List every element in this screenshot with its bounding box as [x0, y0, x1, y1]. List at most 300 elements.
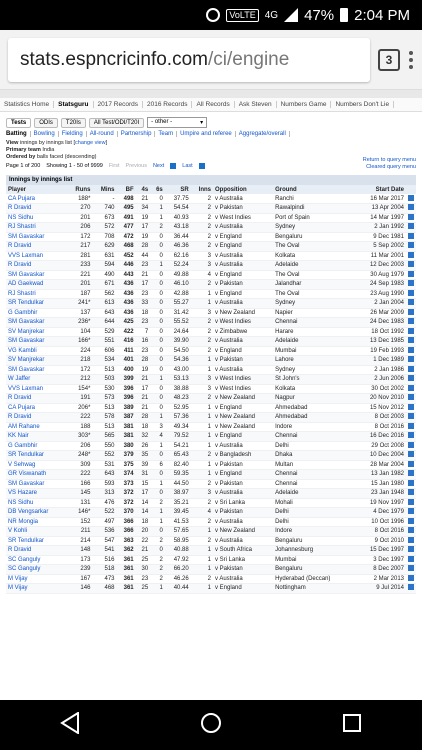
- cleared-query-menu-link[interactable]: Cleared query menu: [366, 164, 416, 170]
- table-cell: 1: [191, 527, 213, 537]
- table-cell: v Pakistan: [213, 204, 273, 214]
- scorecard-arrow-icon[interactable]: [406, 261, 416, 271]
- scorecard-arrow-icon[interactable]: [406, 223, 416, 233]
- table-cell: 2 Jan 1992: [354, 223, 406, 233]
- scorecard-arrow-icon[interactable]: [406, 403, 416, 413]
- scorecard-arrow-icon[interactable]: [406, 384, 416, 394]
- player-link[interactable]: SM Gavaskar: [6, 232, 67, 242]
- table-cell: 0: [150, 365, 165, 375]
- table-cell: 52.95: [165, 403, 191, 413]
- home-icon[interactable]: [200, 712, 222, 739]
- table-cell: 2: [191, 327, 213, 337]
- view-fielding[interactable]: Fielding: [62, 131, 87, 137]
- table-row: [6, 280, 416, 290]
- table-cell: 188: [67, 422, 93, 432]
- alarm-icon: [206, 8, 220, 22]
- subnav-statistics-home[interactable]: Statistics Home: [0, 101, 54, 108]
- column-header[interactable]: Opposition: [213, 185, 273, 194]
- table-cell: 43.00: [165, 365, 191, 375]
- table-cell: 0: [150, 280, 165, 290]
- table-cell: 146: [67, 584, 93, 594]
- scorecard-arrow-icon[interactable]: [406, 536, 416, 546]
- table-cell: 21: [136, 403, 151, 413]
- table-cell: 4: [150, 432, 165, 442]
- table-cell: 40.93: [165, 213, 191, 223]
- first-page-link[interactable]: First: [108, 163, 120, 169]
- table-cell: Nottingham: [273, 584, 354, 594]
- table-row: [6, 232, 416, 242]
- subnav-numbers-dont-lie[interactable]: Numbers Don't Lie: [331, 101, 394, 108]
- table-cell: Bengaluru: [273, 536, 354, 546]
- table-cell: 23 Aug 1990: [354, 289, 406, 299]
- player-link[interactable]: DB Vengsarkar: [6, 508, 67, 518]
- player-link[interactable]: SR Tendulkar: [6, 536, 67, 546]
- player-link[interactable]: W Jaffer: [6, 375, 67, 385]
- player-link[interactable]: SC Ganguly: [6, 565, 67, 575]
- table-cell: 363: [117, 536, 136, 546]
- table-cell: 0: [150, 394, 165, 404]
- table-cell: 2: [191, 536, 213, 546]
- innings-table: [6, 185, 416, 594]
- table-cell: Johannesburg: [273, 546, 354, 556]
- table-cell: 35: [136, 451, 151, 461]
- table-cell: 476: [92, 498, 116, 508]
- table-cell: 0: [150, 470, 165, 480]
- table-cell: v Australia: [213, 365, 273, 375]
- scorecard-arrow-icon[interactable]: [406, 280, 416, 290]
- table-cell: 2 Jan 2004: [354, 299, 406, 309]
- last-arrow-icon[interactable]: [199, 163, 205, 169]
- scorecard-arrow-icon[interactable]: [406, 508, 416, 518]
- table-cell: 643: [92, 470, 116, 480]
- table-cell: 37.75: [165, 194, 191, 204]
- table-row: [6, 375, 416, 385]
- scorecard-arrow-icon[interactable]: [406, 327, 416, 337]
- table-cell: 2 Jan 1986: [354, 365, 406, 375]
- player-link[interactable]: CA Pujara: [6, 403, 67, 413]
- player-link[interactable]: VVS Laxman: [6, 384, 67, 394]
- player-link[interactable]: VG Kambli: [6, 346, 67, 356]
- player-link[interactable]: RJ Shastri: [6, 289, 67, 299]
- table-cell: 0: [150, 546, 165, 556]
- other-format-select[interactable]: - other - ▾: [147, 117, 207, 128]
- column-header[interactable]: Start Date: [354, 185, 406, 194]
- table-cell: v New Zealand: [213, 308, 273, 318]
- view-all-round[interactable]: All-round: [90, 131, 118, 137]
- scorecard-arrow-icon[interactable]: [406, 422, 416, 432]
- scorecard-arrow-icon[interactable]: [406, 498, 416, 508]
- player-link[interactable]: SR Tendulkar: [6, 299, 67, 309]
- table-cell: v England: [213, 470, 273, 480]
- table-cell: 4 Dec 1979: [354, 508, 406, 518]
- table-cell: 2 Jun 2006: [354, 375, 406, 385]
- table-cell: v Australia: [213, 251, 273, 261]
- scorecard-arrow-icon[interactable]: [406, 194, 416, 204]
- player-link[interactable]: AM Rahane: [6, 422, 67, 432]
- signal-icon: [284, 8, 298, 22]
- column-header[interactable]: Ground: [273, 185, 354, 194]
- table-cell: 0: [150, 299, 165, 309]
- table-cell: v New Zealand: [213, 422, 273, 432]
- battery-icon: [340, 8, 348, 22]
- view-type-nav: [6, 131, 416, 137]
- player-link[interactable]: SM Gavaskar: [6, 337, 67, 347]
- scorecard-arrow-icon[interactable]: [406, 451, 416, 461]
- player-link[interactable]: SV Manjrekar: [6, 356, 67, 366]
- table-row: [6, 403, 416, 413]
- table-cell: v New Zealand: [213, 527, 273, 537]
- player-link[interactable]: NR Mongia: [6, 517, 67, 527]
- table-cell: 1: [191, 470, 213, 480]
- previous-page-link[interactable]: Previous: [125, 163, 147, 169]
- view-partnership[interactable]: Partnership: [121, 131, 156, 137]
- player-link[interactable]: CA Pujara: [6, 194, 67, 204]
- table-cell: v Australia: [213, 299, 273, 309]
- table-cell: Ahmedabad: [273, 413, 354, 423]
- scorecard-arrow-icon[interactable]: [406, 242, 416, 252]
- table-cell: 1: [150, 517, 165, 527]
- next-arrow-icon[interactable]: [170, 163, 176, 169]
- table-cell: 54.54: [165, 204, 191, 214]
- tab-switcher-button[interactable]: 3: [378, 49, 400, 71]
- table-cell: v Pakistan: [213, 508, 273, 518]
- table-cell: 381: [117, 422, 136, 432]
- player-link[interactable]: R Dravid: [6, 413, 67, 423]
- table-cell: 2: [150, 555, 165, 565]
- table-cell: 1: [191, 365, 213, 375]
- table-cell: 236*: [67, 318, 93, 328]
- table-cell: 436: [117, 308, 136, 318]
- player-link[interactable]: SM Gavaskar: [6, 318, 67, 328]
- table-cell: 2: [191, 242, 213, 252]
- table-cell: 562: [92, 289, 116, 299]
- table-cell: 146*: [67, 508, 93, 518]
- next-page-link[interactable]: Next: [152, 163, 165, 169]
- tab-tests[interactable]: Tests: [6, 118, 31, 128]
- player-link[interactable]: V Sehwag: [6, 460, 67, 470]
- format-tabs: [6, 117, 416, 128]
- scorecard-arrow-icon[interactable]: [406, 299, 416, 309]
- table-cell: 2: [150, 574, 165, 584]
- table-cell: 212: [67, 375, 93, 385]
- recents-icon[interactable]: [342, 713, 362, 738]
- table-row: [6, 584, 416, 594]
- table-cell: 49.88: [165, 270, 191, 280]
- table-cell: 39: [136, 460, 151, 470]
- subnav-2016-records[interactable]: 2016 Records: [143, 101, 192, 108]
- table-cell: 29 Oct 2008: [354, 441, 406, 451]
- table-row: [6, 498, 416, 508]
- table-cell: 2: [191, 318, 213, 328]
- scorecard-arrow-icon[interactable]: [406, 479, 416, 489]
- column-header[interactable]: Mins: [92, 185, 116, 194]
- table-body: [6, 194, 416, 593]
- scorecard-arrow-icon[interactable]: [406, 517, 416, 527]
- browser-menu-icon[interactable]: [408, 51, 414, 69]
- player-link[interactable]: M Vijay: [6, 574, 67, 584]
- table-cell: 530: [92, 384, 116, 394]
- table-cell: Delhi: [273, 508, 354, 518]
- change-view-link[interactable]: change view: [75, 140, 106, 146]
- scorecard-arrow-icon[interactable]: [406, 365, 416, 375]
- table-cell: 14: [136, 508, 151, 518]
- table-cell: v England: [213, 232, 273, 242]
- table-cell: Lahore: [273, 356, 354, 366]
- subnav-all-records[interactable]: All Records: [192, 101, 234, 108]
- player-link[interactable]: SM Gavaskar: [6, 270, 67, 280]
- table-cell: Nagpur: [273, 394, 354, 404]
- table-cell: 361: [117, 584, 136, 594]
- tab-all-formats[interactable]: All Test/ODI/T20I: [89, 118, 144, 128]
- table-cell: 19 Feb 1993: [354, 346, 406, 356]
- player-link[interactable]: GR Viswanath: [6, 470, 67, 480]
- player-link[interactable]: RJ Shastri: [6, 223, 67, 233]
- chevron-down-icon: ▾: [200, 120, 204, 126]
- table-cell: Chennai: [273, 318, 354, 328]
- table-cell: 206: [67, 223, 93, 233]
- table-cell: 21: [136, 546, 151, 556]
- scorecard-arrow-icon[interactable]: [406, 432, 416, 442]
- status-bar: [0, 0, 422, 30]
- player-link[interactable]: R Dravid: [6, 394, 67, 404]
- tab-t20is[interactable]: T20Is: [61, 118, 86, 128]
- scorecard-arrow-icon[interactable]: [406, 555, 416, 565]
- player-link[interactable]: R Dravid: [6, 261, 67, 271]
- table-cell: 221: [67, 270, 93, 280]
- scorecard-arrow-icon[interactable]: [406, 413, 416, 423]
- table-cell: Multan: [273, 460, 354, 470]
- column-header[interactable]: Inns: [191, 185, 213, 194]
- table-cell: Ahmedabad: [273, 403, 354, 413]
- column-header[interactable]: SR: [165, 185, 191, 194]
- table-cell: 217: [67, 242, 93, 252]
- column-header-blank: [406, 185, 416, 194]
- table-cell: 303*: [67, 432, 93, 442]
- player-link[interactable]: SV Manjrekar: [6, 327, 67, 337]
- table-cell: Adelaide: [273, 337, 354, 347]
- scorecard-arrow-icon[interactable]: [406, 318, 416, 328]
- table-cell: 490: [92, 270, 116, 280]
- table-cell: 167: [67, 574, 93, 584]
- table-cell: Chennai: [273, 479, 354, 489]
- table-cell: 23 Jan 1948: [354, 489, 406, 499]
- table-cell: 401: [117, 356, 136, 366]
- scorecard-arrow-icon[interactable]: [406, 441, 416, 451]
- table-cell: 31: [136, 470, 151, 480]
- table-cell: 2: [191, 337, 213, 347]
- table-cell: 708: [92, 232, 116, 242]
- table-cell: Sydney: [273, 299, 354, 309]
- table-cell: 270: [67, 204, 93, 214]
- table-cell: v England: [213, 289, 273, 299]
- table-row: [6, 337, 416, 347]
- table-cell: 20: [136, 527, 151, 537]
- subnav-2017-records[interactable]: 2017 Records: [94, 101, 143, 108]
- table-cell: Chennai: [273, 432, 354, 442]
- player-link[interactable]: R Dravid: [6, 546, 67, 556]
- table-row: [6, 555, 416, 565]
- table-cell: 8 Oct 2016: [354, 422, 406, 432]
- table-cell: 18: [136, 517, 151, 527]
- table-cell: 42.88: [165, 289, 191, 299]
- site-header-strip: [0, 90, 422, 98]
- scorecard-arrow-icon[interactable]: [406, 346, 416, 356]
- scorecard-arrow-icon[interactable]: [406, 337, 416, 347]
- player-link[interactable]: V Kohli: [6, 527, 67, 537]
- column-header[interactable]: BF: [117, 185, 136, 194]
- scorecard-arrow-icon[interactable]: [406, 565, 416, 575]
- table-cell: 15 Dec 1997: [354, 546, 406, 556]
- table-cell: v England: [213, 432, 273, 442]
- table-cell: 578: [92, 413, 116, 423]
- table-cell: 148: [67, 546, 93, 556]
- table-cell: 18: [136, 308, 151, 318]
- scorecard-arrow-icon[interactable]: [406, 527, 416, 537]
- player-link[interactable]: M Vijay: [6, 584, 67, 594]
- table-cell: 222: [67, 470, 93, 480]
- table-cell: v Australia: [213, 261, 273, 271]
- table-cell: 387: [117, 413, 136, 423]
- table-cell: 0: [150, 527, 165, 537]
- table-row: [6, 489, 416, 499]
- player-link[interactable]: NS Sidhu: [6, 498, 67, 508]
- table-cell: 58.95: [165, 536, 191, 546]
- table-row: [6, 204, 416, 214]
- column-header[interactable]: 4s: [136, 185, 151, 194]
- table-cell: 565: [92, 432, 116, 442]
- view-team[interactable]: Team: [158, 131, 177, 137]
- table-cell: 2: [191, 213, 213, 223]
- table-cell: 446: [117, 261, 136, 271]
- table-cell: 416: [117, 337, 136, 347]
- player-link[interactable]: VS Hazare: [6, 489, 67, 499]
- column-header[interactable]: Player: [6, 185, 67, 194]
- table-cell: 0: [150, 289, 165, 299]
- player-link[interactable]: NS Sidhu: [6, 213, 67, 223]
- player-link[interactable]: R Dravid: [6, 204, 67, 214]
- table-cell: 173: [67, 555, 93, 565]
- view-aggregate[interactable]: Aggregate/overall: [239, 131, 290, 137]
- table-cell: 498: [117, 194, 136, 204]
- scorecard-arrow-icon[interactable]: [406, 213, 416, 223]
- scorecard-arrow-icon[interactable]: [406, 270, 416, 280]
- table-cell: 4: [191, 270, 213, 280]
- table-cell: 19: [136, 365, 151, 375]
- subnav-ask-steven[interactable]: Ask Steven: [235, 101, 277, 108]
- table-cell: 26 Mar 2009: [354, 308, 406, 318]
- table-cell: 2: [150, 536, 165, 546]
- scorecard-arrow-icon[interactable]: [406, 251, 416, 261]
- table-cell: 399: [117, 375, 136, 385]
- player-link[interactable]: SM Gavaskar: [6, 479, 67, 489]
- table-cell: 2: [191, 451, 213, 461]
- subnav-statsguru[interactable]: Statsguru: [54, 101, 93, 108]
- scorecard-arrow-icon[interactable]: [406, 574, 416, 584]
- table-cell: 643: [92, 308, 116, 318]
- table-cell: v Sri Lanka: [213, 498, 273, 508]
- table-cell: 0: [150, 194, 165, 204]
- player-link[interactable]: G Gambhir: [6, 441, 67, 451]
- table-cell: 495: [117, 204, 136, 214]
- return-query-menu-link[interactable]: Return to query menu: [362, 157, 416, 163]
- scorecard-arrow-icon[interactable]: [406, 584, 416, 594]
- stats-subnav: [0, 98, 422, 112]
- player-link[interactable]: R Dravid: [6, 242, 67, 252]
- table-row: [6, 318, 416, 328]
- view-umpire-referee[interactable]: Umpire and referee: [180, 131, 236, 137]
- player-link[interactable]: G Gambhir: [6, 308, 67, 318]
- table-cell: 17: [136, 223, 151, 233]
- table-cell: 2: [191, 517, 213, 527]
- table-row: [6, 270, 416, 280]
- scorecard-arrow-icon[interactable]: [406, 289, 416, 299]
- table-row: [6, 546, 416, 556]
- scorecard-arrow-icon[interactable]: [406, 308, 416, 318]
- column-header[interactable]: Runs: [67, 185, 93, 194]
- table-cell: 36.44: [165, 232, 191, 242]
- view-batting[interactable]: Batting: [6, 131, 31, 137]
- table-cell: 21: [136, 270, 151, 280]
- table-cell: 15 Nov 2012: [354, 403, 406, 413]
- table-cell: 57.36: [165, 413, 191, 423]
- scorecard-arrow-icon[interactable]: [406, 375, 416, 385]
- scorecard-arrow-icon[interactable]: [406, 394, 416, 404]
- scorecard-arrow-icon[interactable]: [406, 546, 416, 556]
- table-cell: 20 Nov 2010: [354, 394, 406, 404]
- table-cell: 239: [67, 565, 93, 575]
- table-cell: 0: [150, 242, 165, 252]
- column-header[interactable]: 6s: [150, 185, 165, 194]
- table-cell: 145: [67, 489, 93, 499]
- scorecard-arrow-icon[interactable]: [406, 204, 416, 214]
- scorecard-arrow-icon[interactable]: [406, 460, 416, 470]
- scorecard-arrow-icon[interactable]: [406, 356, 416, 366]
- view-bowling[interactable]: Bowling: [34, 131, 59, 137]
- table-cell: The Oval: [273, 270, 354, 280]
- player-link[interactable]: KK Nair: [6, 432, 67, 442]
- scorecard-arrow-icon[interactable]: [406, 232, 416, 242]
- subnav-numbers-game[interactable]: Numbers Game: [277, 101, 332, 108]
- player-link[interactable]: SC Ganguly: [6, 555, 67, 565]
- table-header-row: [6, 185, 416, 194]
- player-link[interactable]: VVS Laxman: [6, 251, 67, 261]
- last-page-link[interactable]: Last: [182, 163, 193, 169]
- table-cell: 1: [191, 356, 213, 366]
- back-icon[interactable]: [60, 712, 80, 739]
- table-cell: 26: [136, 441, 151, 451]
- table-cell: Delhi: [273, 441, 354, 451]
- table-cell: 248*: [67, 451, 93, 461]
- player-link[interactable]: SM Gavaskar: [6, 365, 67, 375]
- table-cell: 361: [117, 555, 136, 565]
- table-cell: 38.97: [165, 489, 191, 499]
- table-cell: Kolkata: [273, 384, 354, 394]
- player-link[interactable]: AD Gaekwad: [6, 280, 67, 290]
- scorecard-arrow-icon[interactable]: [406, 489, 416, 499]
- url-bar[interactable]: [8, 38, 370, 82]
- table-cell: 1: [150, 375, 165, 385]
- tab-odis[interactable]: ODIs: [34, 118, 58, 128]
- table-cell: 24 Dec 1983: [354, 318, 406, 328]
- table-cell: 1: [150, 261, 165, 271]
- scorecard-arrow-icon[interactable]: [406, 470, 416, 480]
- table-cell: 452: [117, 251, 136, 261]
- clock-time: 2:04 PM: [354, 6, 410, 24]
- player-link[interactable]: SR Tendulkar: [6, 451, 67, 461]
- table-cell: 2: [191, 479, 213, 489]
- table-cell: 13 Dec 1985: [354, 337, 406, 347]
- table-cell: 518: [92, 565, 116, 575]
